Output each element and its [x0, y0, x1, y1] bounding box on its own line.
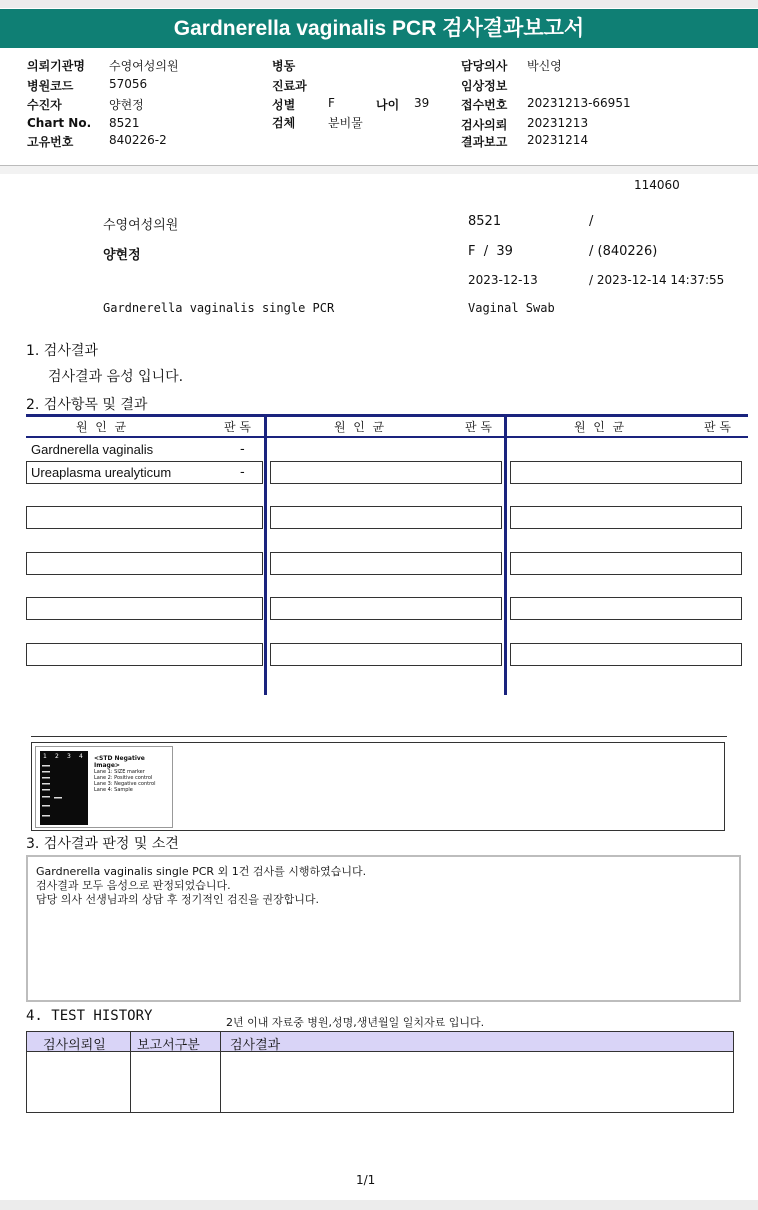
info-specimen: Vaginal Swab [468, 301, 555, 315]
history-header [27, 1032, 733, 1052]
history-note: 2년 이내 자료중 병원,성명,생년월일 일치자료 입니다. [226, 1016, 485, 1029]
gel-legend-2: Lane 2: Positive control [94, 775, 153, 781]
opinion-line-2: 검사결과 모두 음성으로 판정되었습니다. [36, 879, 231, 892]
section1-title: 1. 검사결과 [26, 343, 98, 359]
report-title: Gardnerella vaginalis PCR 검사결과보고서 [0, 9, 758, 48]
hospital-code-value: 57056 [109, 77, 148, 91]
result-report-label: 결과보고 [461, 135, 508, 149]
result-cell [510, 506, 742, 529]
age-value: 39 [414, 96, 430, 110]
history-col-divider-2 [220, 1032, 221, 1112]
request-label: 검사의뢰 [461, 118, 508, 132]
section4-title: 4. TEST HISTORY [26, 1008, 153, 1024]
col-header-organism-2: 원 인 균 [334, 420, 385, 434]
gel-lane-2: 2 [55, 753, 59, 760]
organism-result: - [240, 442, 245, 457]
receipt-value: 20231213-66951 [527, 96, 631, 110]
info-test-name: Gardnerella vaginalis single PCR [103, 301, 335, 315]
patient-value: 양현정 [109, 98, 144, 112]
history-col-report-type: 보고서구분 [137, 1038, 200, 1053]
ward-label: 병동 [272, 59, 296, 73]
gel-frame [31, 742, 725, 831]
unique-label: 고유번호 [27, 135, 74, 149]
info-chart: 8521 [468, 214, 502, 229]
specimen-label: 검체 [272, 116, 296, 130]
col-header-organism-1: 원 인 균 [76, 420, 127, 434]
result-cell [26, 552, 263, 575]
result-table-divider-1 [264, 414, 267, 695]
receipt-label: 접수번호 [461, 98, 508, 112]
chart-label: Chart No. [27, 116, 92, 130]
top-margin-bar [0, 0, 758, 8]
institution-value: 수영여성의원 [109, 59, 179, 73]
result-cell [270, 552, 502, 575]
result-cell [270, 597, 502, 620]
history-table [26, 1031, 734, 1113]
history-col-request-date: 검사의뢰일 [43, 1038, 106, 1053]
doctor-value: 박신영 [527, 59, 562, 73]
info-birth: / (840226) [589, 244, 658, 259]
info-slash: / [589, 214, 594, 229]
specimen-value: 분비물 [328, 116, 363, 130]
gel-legend-1: Lane 1: SIZE marker [94, 769, 145, 775]
gel-title: <STD Negative Image> [94, 755, 145, 769]
result-table-header-line [26, 436, 748, 438]
dept-label: 진료과 [272, 79, 307, 93]
bottom-margin-bar [0, 1200, 758, 1210]
result-cell [26, 506, 263, 529]
header-shade [0, 166, 758, 174]
opinion-line-1: Gardnerella vaginalis single PCR 외 1건 검사를 시행하였습니다. [36, 865, 367, 878]
sex-label: 성별 [272, 98, 296, 112]
gel-electrophoresis [40, 751, 88, 825]
section1-text: 검사결과 음성 입니다. [48, 369, 184, 385]
report-code: 114060 [634, 178, 680, 192]
result-cell [26, 461, 263, 484]
section3-title: 3. 검사결과 판정 및 소견 [26, 836, 179, 852]
result-cell [510, 552, 742, 575]
organism-result: - [240, 465, 245, 480]
result-cell [270, 643, 502, 666]
result-table-divider-2 [504, 414, 507, 695]
history-col-result: 검사결과 [230, 1038, 281, 1053]
info-institution: 수영여성의원 [103, 218, 179, 233]
gel-legend-4: Lane 4: Sample [94, 787, 133, 793]
result-report-value: 20231214 [527, 133, 589, 147]
opinion-box [26, 855, 741, 1002]
institution-label: 의뢰기관명 [27, 59, 85, 73]
page-number: 1/1 [356, 1173, 376, 1187]
result-cell [270, 461, 502, 484]
col-header-judge-3: 판 독 [704, 420, 731, 434]
col-header-organism-3: 원 인 균 [574, 420, 625, 434]
organism-name: Ureaplasma urealyticum [31, 465, 172, 480]
hospital-code-label: 병원코드 [27, 79, 74, 93]
sex-value: F [328, 96, 335, 110]
gel-legend-3: Lane 3: Negative control [94, 781, 156, 787]
info-date2: / 2023-12-14 14:37:55 [589, 273, 725, 287]
gel-lane-1: 1 [43, 753, 47, 760]
clinical-label: 임상정보 [461, 79, 508, 93]
result-cell [26, 597, 263, 620]
col-header-judge-1: 판 독 [224, 420, 251, 434]
doctor-label: 담당의사 [461, 59, 508, 73]
result-cell [510, 461, 742, 484]
organism-name: Gardnerella vaginalis [31, 442, 154, 457]
request-value: 20231213 [527, 116, 589, 130]
age-label: 나이 [376, 98, 400, 112]
opinion-line-3: 담당 의사 선생님과의 상담 후 정기적인 검진을 권장합니다. [36, 893, 319, 906]
gel-divider [31, 736, 727, 737]
gel-lane-3: 3 [67, 753, 71, 760]
result-cell [510, 597, 742, 620]
patient-label: 수진자 [27, 98, 62, 112]
opinion-text [36, 865, 366, 907]
info-patient: 양현정 [103, 248, 141, 263]
history-col-divider-1 [130, 1032, 131, 1112]
result-table-top-line [26, 414, 748, 417]
section2-title: 2. 검사항목 및 결과 [26, 397, 148, 413]
chart-value: 8521 [109, 116, 140, 130]
gel-lane-4: 4 [79, 753, 83, 760]
info-sex-age: F / 39 [468, 244, 513, 259]
result-cell [510, 643, 742, 666]
info-date1: 2023-12-13 [468, 273, 538, 287]
result-cell [26, 643, 263, 666]
gel-image [35, 746, 173, 828]
unique-value: 840226-2 [109, 133, 167, 147]
result-cell [270, 506, 502, 529]
gel-bands [40, 751, 88, 825]
col-header-judge-2: 판 독 [465, 420, 492, 434]
